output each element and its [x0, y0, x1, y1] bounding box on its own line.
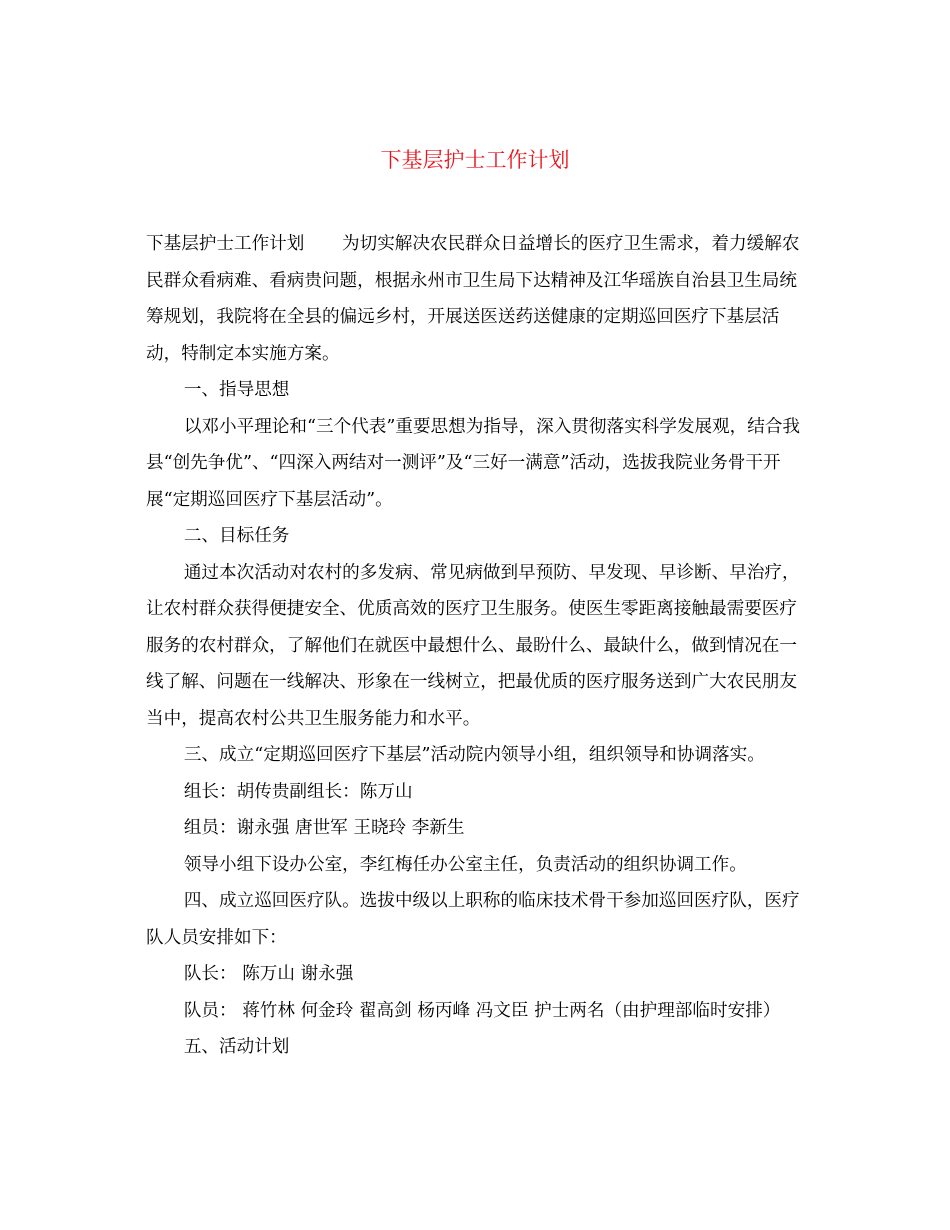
- intro-paragraph: [146, 226, 806, 372]
- group-members-line: 组员：谢永强 唐世军 王晓玲 李新生: [183, 818, 465, 838]
- intro-lead-title: 下基层护士工作计划: [146, 234, 305, 254]
- section-2-paragraph: 通过本次活动对农村的多发病、常见病做到早预防、早发现、早诊断、早治疗，让农村群众获得便捷安全、优质高效的医疗卫生服务。使医生零距离接触最需要医疗服务的农村群众，了解他们在就医中最想什么、最盼什么、最缺什么，做到情况在一线了解、问题在一线解决、形象在一线树立，把最优质的医疗服务送到广大农民朋友当中，提高农村公共卫生服务能力和水平。: [146, 562, 800, 729]
- group-leader-line: 组长：胡传贵副组长：陈万山: [183, 781, 413, 802]
- section-heading-3: 三、成立“定期巡回医疗下基层”活动院内领导小组，组织领导和协调落实。: [183, 745, 765, 765]
- section-heading-1: 一、指导思想: [183, 380, 290, 400]
- section-heading-2: 二、目标任务: [183, 526, 290, 546]
- team-members-line: 队员： 蒋竹林 何金玲 翟高剑 杨丙峰 冯文臣 护士两名（由护理部临时安排）: [183, 1000, 781, 1021]
- office-line: 领导小组下设办公室，李红梅任办公室主任，负责活动的组织协调工作。: [183, 854, 747, 875]
- intro-text: 为切实解决农民群众日益增长的医疗卫生需求，着力缓解农民群众看病难、看病贵问题，根据永州市卫生局下达精神及江华瑶族自治县卫生局统筹规划，我院将在全县的偏远乡村，开展送医送药送健康的定期巡回医疗下基层活动，特制定本实施方案。: [146, 234, 800, 364]
- section-heading-5: 五、活动计划: [183, 1037, 290, 1057]
- section-heading-4: 四、成立巡回医疗队。选拔中级以上职称的临床技术骨干参加巡回医疗队，医疗队人员安排如下：: [146, 891, 800, 948]
- document-body: [146, 226, 806, 1066]
- document-title: 下基层护士工作计划: [380, 148, 570, 172]
- section-1-paragraph: 以邓小平理论和“三个代表”重要思想为指导，深入贯彻落实科学发展观，结合我县“创先争优”、“四深入两结对一测评”及“三好一满意”活动，选拔我院业务骨干开展“定期巡回医疗下基层活动”。: [146, 416, 801, 510]
- team-leader-line: 队长： 陈万山 谢永强: [183, 964, 354, 984]
